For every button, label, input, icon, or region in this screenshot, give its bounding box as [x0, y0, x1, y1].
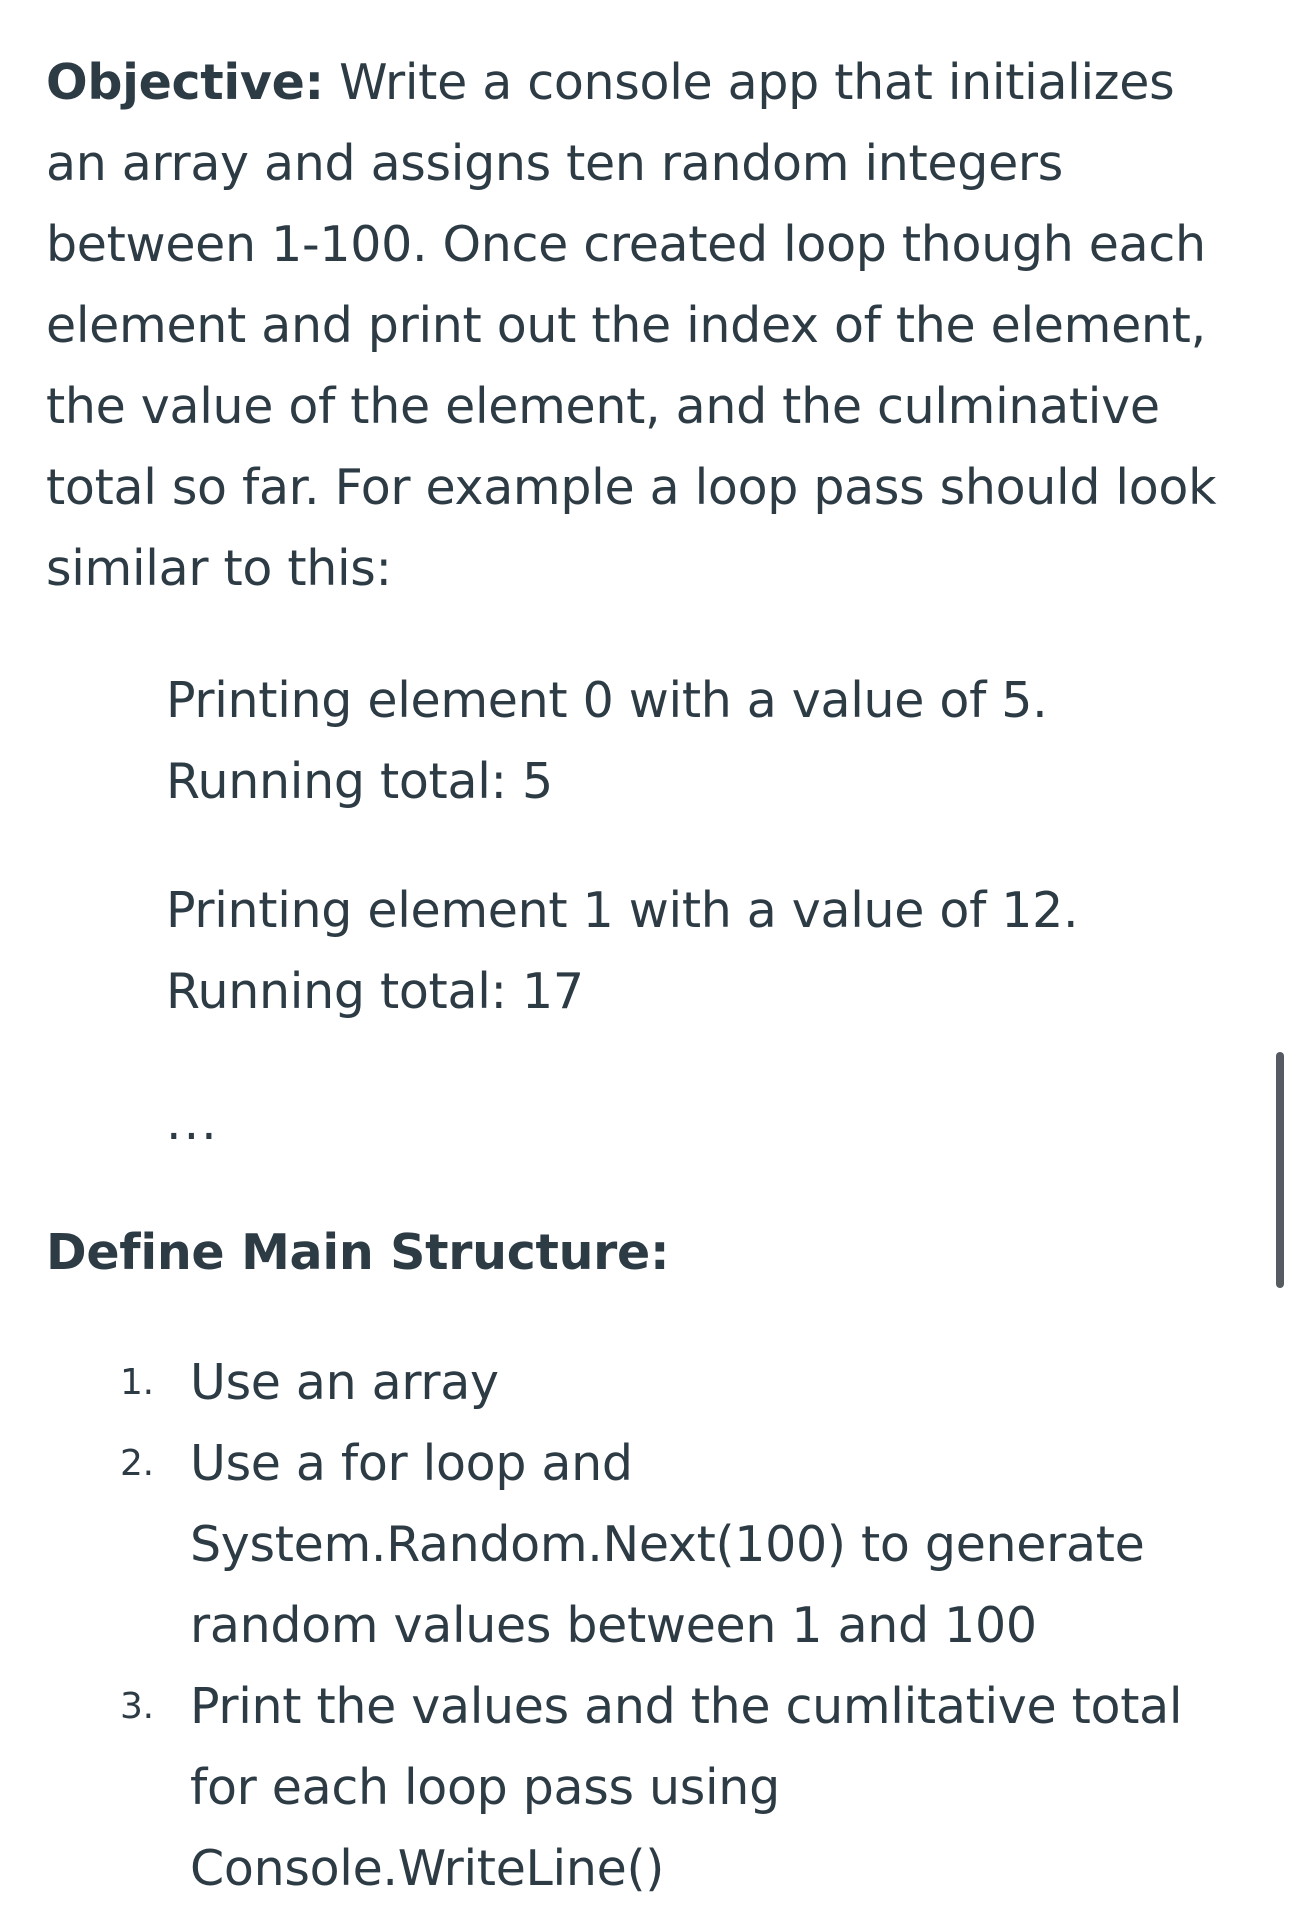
example-line: Running total: 17 — [166, 963, 584, 1020]
steps-list — [120, 1342, 1250, 1909]
objective-text: Write a console app that initializes an array and assigns ten random integers between 1-100. Once created loop though each element and print out the index of the element, the value of the element, and the culminative total so far. For example a loop pass should look similar to this: — [46, 54, 1217, 597]
main-structure-heading: Define Main Structure: — [46, 1224, 670, 1281]
list-item — [120, 1342, 1250, 1423]
step-number: 3. — [120, 1686, 154, 1727]
example-line: Running total: 5 — [166, 753, 553, 810]
step-text: Use a for loop and System.Random.Next(100) to generate random values between 1 and 100 — [190, 1435, 1145, 1654]
step-number: 1. — [120, 1362, 154, 1403]
example-line: Printing element 1 with a value of 12. — [166, 882, 1079, 939]
objective-label: Objective: — [46, 54, 324, 111]
list-item — [120, 1666, 1250, 1909]
example-output-block — [166, 660, 1226, 822]
step-text: Print the values and the cumlitative total for each loop pass using Console.WriteLine() — [190, 1678, 1183, 1897]
vertical-scrollbar[interactable] — [1276, 1052, 1284, 1288]
example-line: Printing element 0 with a value of 5. — [166, 672, 1048, 729]
step-number: 2. — [120, 1443, 154, 1484]
example-output-block — [166, 870, 1226, 1032]
example-ellipsis: ... — [166, 1094, 219, 1151]
list-item — [120, 1423, 1250, 1666]
objective-paragraph — [46, 42, 1236, 609]
step-text: Use an array — [190, 1354, 499, 1411]
